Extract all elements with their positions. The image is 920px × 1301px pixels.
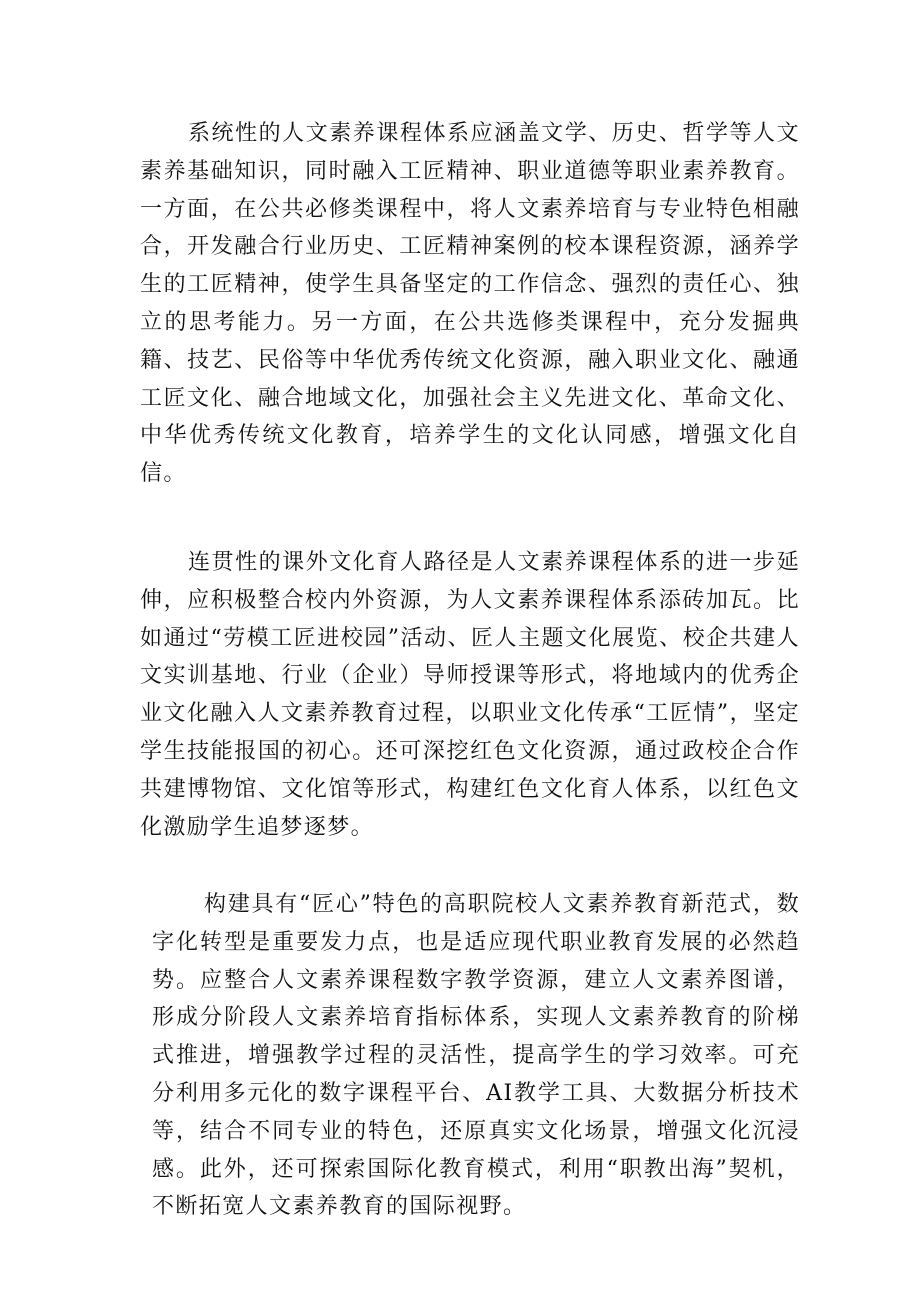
paragraph-extracurricular-path: 连贯性的课外文化育人路径是人文素养课程体系的进一步延伸，应积极整合校内外资源，为人文素养课程体系添砖加瓦。比如通过“劳模工匠进校园”活动、匠人主题文化展览、校企共建人文实训基地、行业（企业）导师授课等形式，将地域内的优秀企业文化融入人文素养教育过程，以职业文化传承“工匠情”，坚定学生技能报国的初心。还可深挖红色文化资源，通过政校企合作共建博物馆、文化馆等形式，构建红色文化育人体系，以红色文化激励学生追梦逐梦。 [140,550,800,840]
paragraph-digital-transformation: 构建具有“匠心”特色的高职院校人文素养教育新范式，数字化转型是重要发力点，也是适应现代职业教育发展的必然趋势。应整合人文素养课程数字教学资源，建立人文素养图谱，形成分阶段人文素养培育指标体系，实现人文素养教育的阶梯式推进，增强教学过程的灵活性，提高学生的学习效率。可充分利用多元化的数字课程平台、AI教学工具、大数据分析技术等，结合不同专业的特色，还原真实文化场景，增强文化沉浸感。此外，还可探索国际化教育模式，利用“职教出海”契机，不断拓宽人文素养教育的国际视野。 [152,892,800,1220]
paragraph-course-system: 系统性的人文素养课程体系应涵盖文学、历史、哲学等人文素养基础知识，同时融入工匠精神、职业道德等职业素养教育。一方面，在公共必修类课程中，将人文素养培育与专业特色相融合，开发融合行业历史、工匠精神案例的校本课程资源，涵养学生的工匠精神，使学生具备坚定的工作信念、强烈的责任心、独立的思考能力。另一方面，在公共选修类课程中，充分发掘典籍、技艺、民俗等中华优秀传统文化资源，融入职业文化、融通工匠文化、融合地域文化，加强社会主义先进文化、革命文化、中华优秀传统文化教育，培养学生的文化认同感，增强文化自信。 [140,121,800,487]
